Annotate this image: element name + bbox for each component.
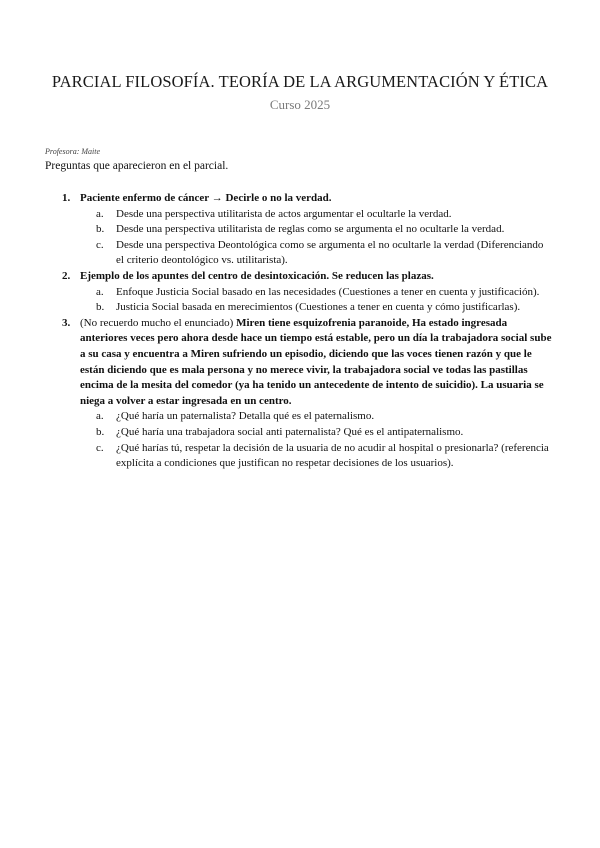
question-statement: Paciente enfermo de cáncer → Decirle o no la verdad. <box>80 192 332 204</box>
subquestion-letter: c. <box>96 441 104 454</box>
subquestion-text: ¿Qué haría una trabajadora social anti paternalista? Qué es el antipaternalismo. <box>116 425 464 438</box>
question-text <box>80 191 553 207</box>
subquestion-list <box>80 409 553 471</box>
subquestion-text: Desde una perspectiva utilitarista de reglas como se argumenta el no ocultarle la verdad. <box>116 223 505 236</box>
question-statement: Miren tiene esquizofrenia paranoide, Ha estado ingresada anteriores veces pero ahora desde hace un tiempo está estable, pero un día la trabajadora social sube a su casa y encuentra a Miren sufriendo un episodio, diciendo que las voces tienen razón y que le están diciendo que es mala persona y no merece vivir, la trabajadora social ve todas las pastillas encima de la mesita del comedor (ya ha tenido un antecedente de intento de suicidio). La usuaria se niega a volver a estar ingresada en un centro. <box>80 316 552 407</box>
subquestion-letter: a. <box>96 207 104 220</box>
subquestion-list <box>80 207 553 269</box>
subquestion-text: Desde una perspectiva Deontológica como se argumenta el no ocultarle la verdad (Diferenciando el criterio deontológico vs. utilitarista). <box>116 238 544 267</box>
question-number: 2. <box>62 269 71 282</box>
question-prefix: (No recuerdo mucho el enunciado) <box>80 316 237 329</box>
subquestion-text: Enfoque Justicia Social basado en las necesidades (Cuestiones a tener en cuenta y justificación). <box>116 285 540 298</box>
subquestion-list <box>80 285 553 316</box>
subquestion-item <box>80 207 553 223</box>
question-statement: Ejemplo de los apuntes del centro de desintoxicación. Se reducen las plazas. <box>80 269 434 282</box>
question-item <box>45 191 553 269</box>
subquestion-text: Justicia Social basada en merecimientos (Cuestiones a tener en cuenta y cómo justificarlas). <box>116 301 521 314</box>
subquestion-item <box>80 222 553 238</box>
question-text <box>80 316 553 410</box>
subquestion-letter: b. <box>96 425 105 438</box>
subquestion-text: Desde una perspectiva utilitarista de actos argumentar el ocultarle la verdad. <box>116 207 452 220</box>
question-item <box>45 316 553 472</box>
subquestion-text: ¿Qué haría un paternalista? Detalla qué es el paternalismo. <box>116 410 375 423</box>
subquestion-letter: a. <box>96 410 104 423</box>
subquestion-item <box>80 409 553 425</box>
subquestion-item <box>80 285 553 301</box>
subquestion-item <box>80 425 553 441</box>
question-number: 1. <box>62 192 71 204</box>
subquestion-item <box>80 441 553 472</box>
subquestion-letter: c. <box>96 238 104 251</box>
subquestion-item <box>80 300 553 316</box>
subquestion-letter: b. <box>96 301 105 314</box>
subquestion-letter: a. <box>96 285 104 298</box>
question-list <box>45 191 553 472</box>
question-text <box>80 269 553 285</box>
professor-note: Profesora: Maite <box>45 147 101 156</box>
subquestion-letter: b. <box>96 223 105 236</box>
intro-text: Preguntas que aparecieron en el parcial. <box>45 160 229 172</box>
document-title: PARCIAL FILOSOFÍA. TEORÍA DE LA ARGUMENTACIÓN Y ÉTICA <box>51 72 549 91</box>
question-item <box>45 269 553 316</box>
subquestion-item <box>80 238 553 269</box>
subquestion-text: ¿Qué harías tú, respetar la decisión de la usuaria de no acudir al hospital o presionarla? (referencia explícita a condiciones que justifican no respetar decisiones de los usuarios). <box>116 441 549 470</box>
question-number: 3. <box>62 316 71 329</box>
document-subtitle: Curso 2025 <box>269 97 331 112</box>
